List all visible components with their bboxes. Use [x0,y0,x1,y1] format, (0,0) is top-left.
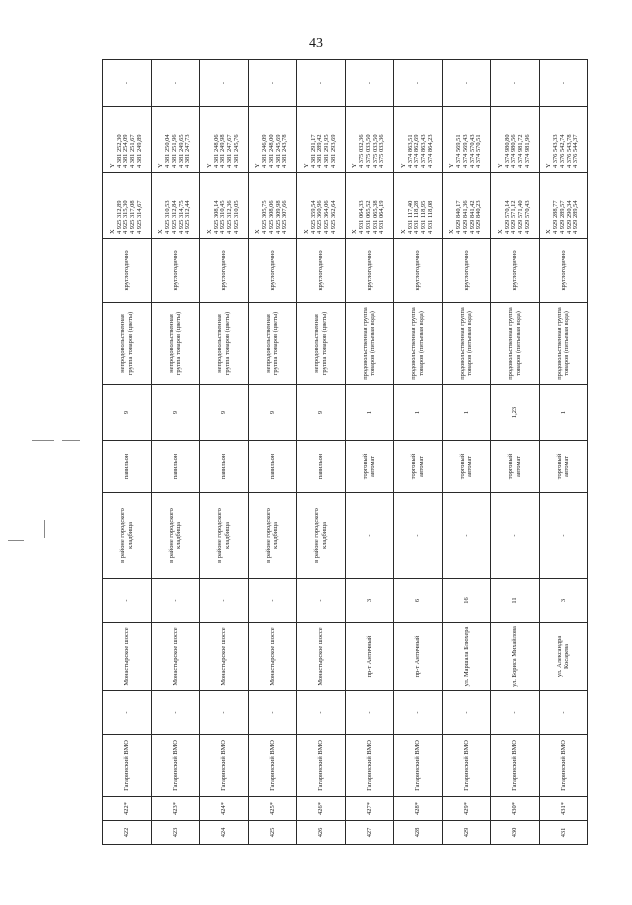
coord-x-value: 4 925 305,75 [261,200,269,234]
coord-x-value: 4 925 315,30 [122,200,130,234]
coord-y-value: 4 381 249,98 [219,134,227,168]
cell-street: Монастырское шоссе [151,623,200,691]
cell-district: Гагаринский ВМО [200,735,249,797]
cell-coord-x [248,173,297,239]
coord-y-value: 4 381 251,67 [129,134,137,168]
cell-landmark: - [394,493,443,579]
cell-landmark: в районе городского кладбища [297,493,346,579]
coord-y-value: Y [399,163,407,168]
cell-area: 1 [442,385,491,441]
cell-area: 9 [200,385,249,441]
cell-street: Монастырское шоссе [248,623,297,691]
coord-x-value: X [205,229,213,234]
coord-x-value: 4 931 065,38 [371,200,379,234]
cell-period: круглогодично [539,239,588,303]
coord-x-value: 4 931 064,19 [378,200,386,234]
cell-type: торговый автомат [539,441,588,493]
cell-landmark: - [345,493,394,579]
coord-y-value: Y [205,163,213,168]
cell-last: - [103,60,152,107]
coord-x-value: 4 929 289,57 [558,200,566,234]
coord-x-value: 4 925 314,67 [135,200,143,234]
coord-y-value: 4 381 243,78 [281,134,289,168]
cell-street: ул. Бориса Михайлова [491,623,540,691]
coord-x-value: 4 929 841,42 [468,200,476,234]
cell-c3: - [394,691,443,735]
coord-x-value: 4 929 570,43 [523,200,531,234]
coord-y-value: Y [108,163,116,168]
cell-spec: непродовольственная группа товаров (цветы) [151,303,200,385]
cell-period: круглогодично [442,239,491,303]
cell-last: - [248,60,297,107]
cell-spec: продовольственная группа товаров (питьевая вода) [539,303,588,385]
cell-landmark: - [442,493,491,579]
coord-y-value: 4 374 981,72 [517,134,525,168]
coord-x-value: 4 931 118,28 [413,200,421,234]
coord-y-value: 4 381 293,69 [329,134,337,168]
cell-house: - [297,579,346,623]
cell-spec: непродовольственная группа товаров (цветы) [103,303,152,385]
coord-x-value: 4 929 571,40 [517,200,525,234]
coord-y-value: Y [448,163,456,168]
cell-landmark: в районе городского кладбища [103,493,152,579]
cell-period: круглогодично [151,239,200,303]
cell-street: Монастырское шоссе [297,623,346,691]
cell-coord-x [200,173,249,239]
coord-y-value: 4 374 864,23 [426,134,434,168]
cell-last: - [491,60,540,107]
coord-x-value: 4 925 310,45 [219,200,227,234]
coord-y-value: 4 376 542,74 [558,134,566,168]
coord-y-value: Y [545,163,553,168]
cell-id: 428* [394,797,443,821]
coord-x-value: 4 931 064,33 [358,200,366,234]
cell-coord-y [394,107,443,173]
cell-house: - [151,579,200,623]
cell-spec: продовольственная группа товаров (питьевая вода) [345,303,394,385]
cell-id: 427* [345,797,394,821]
coord-x-value: 4 929 840,17 [455,200,463,234]
cell-no: 429 [442,821,491,845]
cell-coord-y [491,107,540,173]
cell-area: 1,23 [491,385,540,441]
cell-landmark: в районе городского кладбища [151,493,200,579]
coord-x-value: X [108,229,116,234]
cell-type: торговый автомат [491,441,540,493]
cell-id: 424* [200,797,249,821]
cell-district: Гагаринский ВМО [345,735,394,797]
cell-c3: - [248,691,297,735]
cell-street: пр-т Античный [394,623,443,691]
cell-area: 1 [539,385,588,441]
coord-x-value: 4 925 312,89 [115,200,123,234]
cell-landmark: - [491,493,540,579]
coord-y-value: 4 381 245,76 [232,134,240,168]
cell-id: 426* [297,797,346,821]
cell-coord-x [345,173,394,239]
cell-period: круглогодично [103,239,152,303]
coord-x-value: 4 925 317,08 [129,200,137,234]
cell-house: 6 [394,579,443,623]
coord-y-value: 4 374 569,51 [455,134,463,168]
table-row [200,60,249,845]
coord-x-value: 4 925 364,06 [323,200,331,234]
coord-y-value: 4 381 248,00 [267,134,275,168]
coord-y-value: 4 381 247,67 [226,134,234,168]
coord-y-value: 4 381 252,30 [115,134,123,168]
cell-coord-y [345,107,394,173]
cell-no: 427 [345,821,394,845]
coord-y-value: 4 374 863,43 [420,134,428,168]
cell-c3: - [442,691,491,735]
coord-x-value: 4 931 118,08 [426,200,434,234]
table-row [442,60,491,845]
coord-y-value: Y [351,163,359,168]
page-number: 43 [309,36,323,51]
coord-x-value: X [496,229,504,234]
cell-coord-x [297,173,346,239]
table-body [103,60,588,845]
kiosk-table [102,59,588,845]
coord-y-value: 4 374 570,51 [475,134,483,168]
cell-coord-x [539,173,588,239]
coord-x-value: 4 925 314,75 [177,200,185,234]
cell-coord-x [103,173,152,239]
cell-no: 423 [151,821,200,845]
table-row [248,60,297,845]
cell-last: - [345,60,394,107]
cell-type: павильон [248,441,297,493]
cell-no: 426 [297,821,346,845]
cell-house: - [200,579,249,623]
cell-coord-y [200,107,249,173]
coord-x-value: 4 925 312,84 [170,200,178,234]
coord-y-value: 4 381 289,42 [316,134,324,168]
coord-y-value: 4 374 863,51 [406,134,414,168]
coord-y-value: Y [496,163,504,168]
cell-type: павильон [297,441,346,493]
coord-x-value: 4 925 312,36 [226,200,234,234]
cell-landmark: в районе городского кладбища [248,493,297,579]
coord-x-value: 4 925 359,54 [309,200,317,234]
cell-area: 9 [151,385,200,441]
cell-coord-x [491,173,540,239]
scan-artifact-line [32,440,54,441]
cell-period: круглогодично [345,239,394,303]
cell-landmark: - [539,493,588,579]
cell-id: 422* [103,797,152,821]
cell-type: торговый автомат [442,441,491,493]
cell-type: торговый автомат [345,441,394,493]
coord-x-value: 4 929 841,36 [461,200,469,234]
cell-coord-y [151,107,200,173]
table-row [345,60,394,845]
coord-x-value: 4 925 312,44 [184,200,192,234]
cell-c3: - [345,691,394,735]
cell-id: 429* [442,797,491,821]
coord-x-value: X [254,229,262,234]
cell-no: 425 [248,821,297,845]
coord-x-value: X [448,229,456,234]
cell-spec: непродовольственная группа товаров (цветы) [297,303,346,385]
cell-district: Гагаринский ВМО [539,735,588,797]
coord-y-value: 4 374 980,80 [503,134,511,168]
coord-y-value: 4 381 291,95 [323,134,331,168]
cell-type: павильон [103,441,152,493]
coord-x-value: 4 925 309,98 [274,200,282,234]
table-row [491,60,540,845]
cell-spec: непродовольственная группа товаров (цветы) [248,303,297,385]
cell-period: круглогодично [394,239,443,303]
scan-artifact-line [44,520,45,538]
cell-no: 430 [491,821,540,845]
coord-y-value: 4 374 570,43 [468,134,476,168]
coord-y-value: 4 374 980,56 [510,134,518,168]
cell-coord-x [394,173,443,239]
cell-spec: продовольственная группа товаров (питьевая вода) [442,303,491,385]
coord-x-value: 4 925 307,66 [281,200,289,234]
cell-district: Гагаринский ВМО [297,735,346,797]
cell-coord-y [442,107,491,173]
coord-x-value: 4 929 840,23 [475,200,483,234]
cell-district: Гагаринский ВМО [442,735,491,797]
coord-y-value: 4 376 543,78 [565,134,573,168]
rotated-table-wrapper [102,60,588,845]
cell-street: Монастырское шоссе [200,623,249,691]
coord-x-value: 4 925 310,53 [164,200,172,234]
cell-district: Гагаринский ВМО [151,735,200,797]
cell-last: - [151,60,200,107]
coord-y-value: 4 376 543,33 [552,134,560,168]
cell-house: 16 [442,579,491,623]
coord-y-value: 4 374 569,43 [461,134,469,168]
cell-last: - [200,60,249,107]
cell-area: 9 [103,385,152,441]
scan-artifact-line [8,540,24,541]
coord-x-value: 4 931 118,95 [420,200,428,234]
cell-house: - [248,579,297,623]
cell-house: 11 [491,579,540,623]
cell-coord-y [297,107,346,173]
cell-street: ул. Маршала Блюхера [442,623,491,691]
table-row [297,60,346,845]
cell-period: круглогодично [297,239,346,303]
cell-c3: - [539,691,588,735]
coord-x-value: X [157,229,165,234]
cell-house: 3 [539,579,588,623]
cell-no: 424 [200,821,249,845]
cell-district: Гагаринский ВМО [394,735,443,797]
cell-id: 431* [539,797,588,821]
table-row [394,60,443,845]
coord-x-value: 4 925 362,64 [329,200,337,234]
coord-y-value: 4 374 981,96 [523,134,531,168]
coord-y-value: 4 376 544,37 [572,134,580,168]
coord-y-value: 4 381 246,09 [261,134,269,168]
coord-y-value: 4 381 251,96 [170,134,178,168]
cell-last: - [394,60,443,107]
cell-id: 423* [151,797,200,821]
coord-y-value: Y [254,163,262,168]
coord-y-value: 4 381 247,73 [184,134,192,168]
cell-no: 428 [394,821,443,845]
coord-x-value: 4 925 308,14 [212,200,220,234]
coord-x-value: 4 929 290,34 [565,200,573,234]
cell-c3: - [491,691,540,735]
cell-id: 425* [248,797,297,821]
cell-c3: - [297,691,346,735]
coord-y-value: Y [157,163,165,168]
cell-type: павильон [200,441,249,493]
cell-last: - [539,60,588,107]
table-row [539,60,588,845]
coord-y-value: 4 375 033,50 [371,134,379,168]
coord-x-value: X [545,229,553,234]
cell-street: ул. Александра Косарева [539,623,588,691]
cell-period: круглогодично [491,239,540,303]
cell-c3: - [200,691,249,735]
cell-street: Монастырское шоссе [103,623,152,691]
coord-y-value: 4 381 249,65 [177,134,185,168]
cell-spec: продовольственная группа товаров (питьевая вода) [394,303,443,385]
cell-area: 1 [345,385,394,441]
cell-district: Гагаринский ВМО [491,735,540,797]
cell-coord-y [248,107,297,173]
coord-y-value: 4 375 033,50 [364,134,372,168]
coord-x-value: 4 929 571,12 [510,200,518,234]
cell-coord-y [539,107,588,173]
coord-y-value: 4 375 033,36 [378,134,386,168]
coord-y-value: Y [302,163,310,168]
cell-coord-x [151,173,200,239]
coord-x-value: 4 929 289,54 [572,200,580,234]
coord-x-value: 4 925 310,05 [232,200,240,234]
cell-c3: - [151,691,200,735]
cell-coord-y [103,107,152,173]
coord-x-value: 4 929 570,14 [503,200,511,234]
cell-area: 9 [297,385,346,441]
cell-id: 430* [491,797,540,821]
coord-y-value: 4 374 862,69 [413,134,421,168]
scan-artifact-line [62,440,80,441]
cell-coord-x [442,173,491,239]
coord-y-value: 4 381 291,17 [309,134,317,168]
coord-x-value: 4 931 117,40 [406,200,414,234]
coord-y-value: 4 381 248,06 [212,134,220,168]
cell-last: - [297,60,346,107]
coord-y-value: 4 381 254,09 [122,134,130,168]
cell-house: 3 [345,579,394,623]
cell-street: пр-т Античный [345,623,394,691]
cell-type: торговый автомат [394,441,443,493]
coord-x-value: X [302,229,310,234]
cell-last: - [442,60,491,107]
cell-spec: продовольственная группа товаров (питьевая вода) [491,303,540,385]
table-row [151,60,200,845]
cell-house: - [103,579,152,623]
cell-no: 431 [539,821,588,845]
cell-type: павильон [151,441,200,493]
coord-y-value: 4 381 250,04 [164,134,172,168]
cell-period: круглогодично [248,239,297,303]
coord-y-value: 4 381 249,89 [135,134,143,168]
cell-spec: непродовольственная группа товаров (цветы) [200,303,249,385]
coord-x-value: X [351,229,359,234]
coord-x-value: X [399,229,407,234]
coord-x-value: 4 929 288,77 [552,200,560,234]
cell-district: Гагаринский ВМО [103,735,152,797]
cell-landmark: в районе городского кладбища [200,493,249,579]
coord-x-value: 4 925 308,06 [267,200,275,234]
cell-district: Гагаринский ВМО [248,735,297,797]
coord-y-value: 4 381 245,69 [274,134,282,168]
coord-x-value: 4 925 360,96 [316,200,324,234]
cell-no: 422 [103,821,152,845]
cell-period: круглогодично [200,239,249,303]
cell-c3: - [103,691,152,735]
cell-area: 9 [248,385,297,441]
coord-y-value: 4 375 032,36 [358,134,366,168]
table-row [103,60,152,845]
coord-x-value: 4 931 065,52 [364,200,372,234]
cell-area: 1 [394,385,443,441]
